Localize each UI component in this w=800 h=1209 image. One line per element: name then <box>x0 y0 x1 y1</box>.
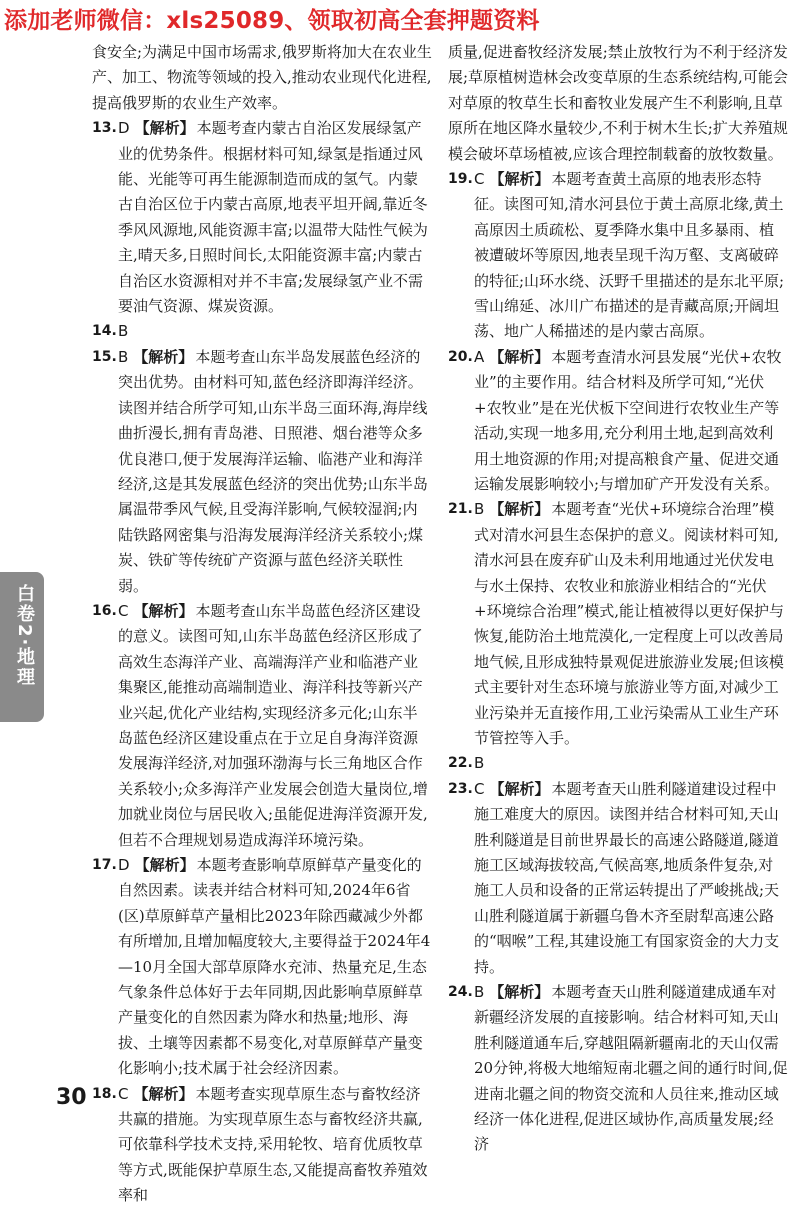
analysis-tag: 【解析】 <box>133 601 194 620</box>
analysis-tag: 【解析】 <box>489 779 550 798</box>
answer-item-19 <box>448 167 788 345</box>
left-continuation: 食安全;为满足中国市场需求,俄罗斯将加大在农业生产、加工、物流等领域的投入,推动农业现代化进程,提高俄罗斯的农业生产效率。 <box>92 43 432 112</box>
analysis-text: 本题考查清水河县发展“光伏+农牧业”的主要作用。结合材料及所学可知,“光伏+农牧业”是在光伏板下空间进行农牧业生产等活动,实现一地多用,充分利用土地,起到高效利用土地资源的作用;对提高粮食产量、促进交通运输发展影响较小;与增加矿产开发没有关系。 <box>474 347 782 493</box>
answer-item-20 <box>448 345 788 497</box>
promo-banner-text: 添加老师微信：xls25089、领取初高全套押题资料 <box>4 8 540 34</box>
analysis-text: 本题考查内蒙古自治区发展绿氢产业的优势条件。根据材料可知,绿氢是指通过风能、光能等可再生能源制造而成的氢气。内蒙古自治区位于内蒙古高原,地表平坦开阔,靠近冬季风风源地,风能资源丰富;以温带大陆性气候为主,晴天多,日照时间长,太阳能资源丰富;内蒙古自治区水资源相对并不丰富;发展绿氢产业不需要油气资源、煤炭资源。 <box>118 119 428 316</box>
analysis-tag: 【解析】 <box>489 500 550 519</box>
answer-letter: C <box>474 170 485 189</box>
analysis-text: 本题考查天山胜利隧道建成通车对新疆经济发展的直接影响。结合材料可知,天山胜利隧道通车后,穿越阻隔新疆南北的天山仅需20分钟,将极大地缩短南北疆之间的通行时间,促进南北疆之间的物资交流和人员往来,推动区域经济一体化进程,促进区域协作,高质量发展;经济 <box>474 983 788 1154</box>
question-number: 22. <box>448 755 473 772</box>
answer-letter: B <box>474 754 485 773</box>
analysis-tag: 【解析】 <box>134 119 195 138</box>
question-number: 23. <box>448 780 473 797</box>
analysis-tag: 【解析】 <box>489 170 550 189</box>
question-number: 16. <box>92 602 117 619</box>
answer-item-16 <box>92 599 432 853</box>
question-number: 19. <box>448 171 473 188</box>
section-side-tab <box>0 572 44 722</box>
answer-letter: C <box>474 779 485 798</box>
analysis-tag: 【解析】 <box>489 347 550 366</box>
answer-item-15 <box>92 345 432 599</box>
analysis-text: 本题考查影响草原鲜草产量变化的自然因素。读表并结合材料可知,2024年6省(区)草原鲜草产量相比2023年除西藏减少外都有所增加,且增加幅度较大,主要得益于2024年4—10月全国大部草原降水充沛、热量充足,生态气象条件总体好于去年同期,因此影响草原鲜草产量变化的自然因素为降水和热量;地形、海拔、土壤等因素都不易变化,对草原鲜草产量变化影响小;技术属于社会经济因素。 <box>118 856 431 1078</box>
question-number: 20. <box>448 348 473 365</box>
answer-item-18 <box>92 1082 432 1209</box>
answer-letter: B <box>118 322 129 341</box>
section-side-tab-label: 白卷2·地理 <box>14 584 35 688</box>
analysis-text: 本题考查山东半岛蓝色经济区建设的意义。读图可知,山东半岛蓝色经济区形成了高效生态海洋产业、高端海洋产业和临港产业集聚区,能推动高端制造业、海洋科技等新兴产业兴起,优化产业结构,实现经济多元化;山东半岛蓝色经济区建设重点在于立足自身海洋资源发展海洋经济,对加强环渤海与长三角地区合作关系较小;众多海洋产业发展会创造大量岗位,增加就业岗位与居民收入;虽能促进海洋资源开发,但若不合理规划易造成海洋环境污染。 <box>118 601 428 849</box>
right-continuation: 质量,促进畜牧经济发展;禁止放牧行为不利于经济发展;草原植树造林会改变草原的生态系统结构,可能会对草原的牧草生长和畜牧业发展产生不利影响,且草原所在地区降水量较少,不利于树木生长;扩大养殖规模会破坏草场植被,应该合理控制载畜的放牧数量。 <box>448 43 788 163</box>
left-column <box>92 40 432 1209</box>
answer-letter: D <box>118 119 130 138</box>
analysis-tag: 【解析】 <box>489 983 550 1002</box>
answer-letter: C <box>118 1084 129 1103</box>
question-number: 13. <box>92 120 117 137</box>
answer-item-17 <box>92 853 432 1082</box>
answer-letter: B <box>474 983 485 1002</box>
answer-letter: D <box>118 856 130 874</box>
question-number: 24. <box>448 984 473 1001</box>
answer-item-23 <box>448 777 788 980</box>
analysis-text: 本题考查山东半岛发展蓝色经济的突出优势。由材料可知,蓝色经济即海洋经济。读图并结合所学可知,山东半岛三面环海,海岸线曲折漫长,拥有青岛港、日照港、烟台港等众多优良港口,便于发展海洋运输、临港产业和海洋经济,这是其发展蓝色经济的突出优势;山东半岛属温带季风气候,且受海洋影响,气候较湿润;内陆铁路网密集与沿海发展海洋经济关系较小;煤炭、铁矿等传统矿产资源与蓝色经济关联性弱。 <box>118 347 428 595</box>
right-column <box>448 40 788 1158</box>
question-number: 21. <box>448 501 473 518</box>
answer-letter: C <box>118 601 129 620</box>
answer-item-14 <box>92 319 432 344</box>
analysis-text: 本题考查黄土高原的地表形态特征。读图可知,清水河县位于黄土高原北缘,黄土高原因土质疏松、夏季降水集中且多暴雨、植被遭破坏等原因,地表呈现千沟万壑、支离破碎的特征;山环水绕、沃野千里描述的是东北平原;雪山绵延、冰川广布描述的是青藏高原;开阔坦荡、地广人稀描述的是内蒙古高原。 <box>474 170 785 341</box>
analysis-text: 本题考查天山胜利隧道建设过程中施工难度大的原因。读图并结合材料可知,天山胜利隧道是目前世界最长的高速公路隧道,隧道施工区域海拔较高,气候高寒,地质条件复杂,对施工人员和设备的正常运转提出了严峻挑战;天山胜利隧道属于新疆乌鲁木齐至尉犁高速公路的“咽喉”工程,其建设施工有国家资金的大力支持。 <box>474 779 780 976</box>
question-number: 15. <box>92 348 117 365</box>
question-number: 17. <box>92 857 117 873</box>
analysis-tag: 【解析】 <box>133 347 194 366</box>
answer-item-13 <box>92 116 432 319</box>
promo-banner <box>0 0 800 36</box>
question-number: 18. <box>92 1085 117 1102</box>
answer-item-21 <box>448 497 788 751</box>
answer-letter: B <box>118 347 129 366</box>
analysis-text: 本题考查“光伏+环境综合治理”模式对清水河县生态保护的意义。阅读材料可知,清水河县在废弃矿山及未利用地通过光伏发电与水土保持、农牧业和旅游业相结合的“光伏+环境综合治理”模式,能让植被得以更好保护与恢复,能防治土地荒漠化,一定程度上可以改善局地气候,且形成独特景观促进旅游业发展;但该模式主要针对生态环境与旅游业等方面,对减少工业污染并无直接作用,工业污染需从工业生产环节管控等入手。 <box>474 500 785 747</box>
analysis-tag: 【解析】 <box>134 856 195 874</box>
page-number: 30 <box>56 1085 87 1110</box>
question-number: 14. <box>92 323 117 340</box>
answer-letter: A <box>474 347 485 366</box>
analysis-text: 本题考查实现草原生态与畜牧经济共赢的措施。为实现草原生态与畜牧经济共赢,可依靠科学技术支持,采用轮牧、培育优质牧草等方式,既能保护草原生态,又能提高畜牧养殖效率和 <box>118 1084 428 1205</box>
answer-item-22 <box>448 751 788 776</box>
answer-item-24 <box>448 980 788 1158</box>
answer-letter: B <box>474 500 485 519</box>
analysis-tag: 【解析】 <box>133 1084 194 1103</box>
